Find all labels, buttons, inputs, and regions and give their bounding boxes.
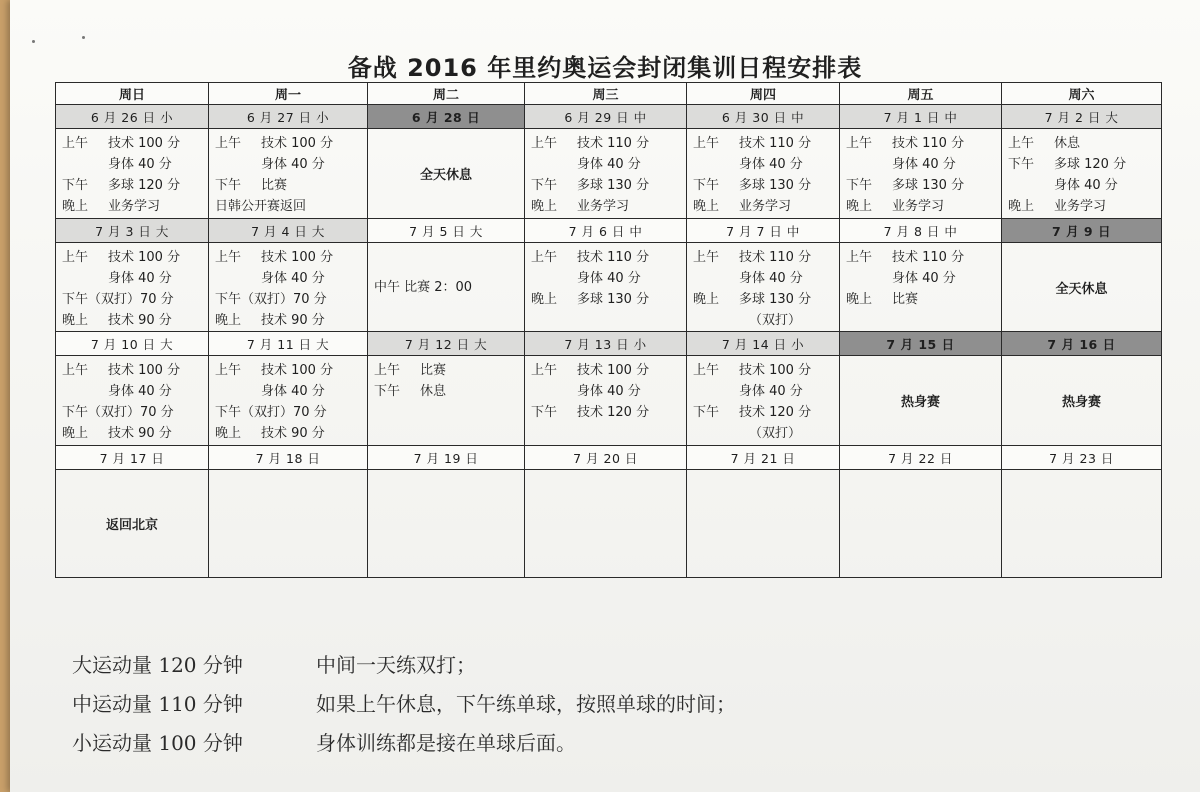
activity: 身体 40 分 xyxy=(739,157,803,172)
date-cell: 7 月 2 日 大 xyxy=(1002,105,1162,129)
period-label: 晚上 xyxy=(215,313,242,328)
activity: 身体 40 分 xyxy=(739,384,803,399)
weekday-sat: 周六 xyxy=(1002,83,1162,105)
date-cell: 7 月 11 日 大 xyxy=(209,332,368,356)
date-cell: 6 月 27 日 小 xyxy=(209,105,368,129)
date-cell: 6 月 26 日 小 xyxy=(56,105,209,129)
date-row-week4 xyxy=(56,446,1162,470)
period-label: 晚上 xyxy=(215,426,242,441)
date-cell: 7 月 3 日 大 xyxy=(56,219,209,243)
period-label: 晚上 xyxy=(846,292,873,307)
period-label: 下午 xyxy=(846,178,873,193)
activity: 休息 xyxy=(420,384,447,399)
weekday-thu: 周四 xyxy=(687,83,840,105)
schedule-cell-empty xyxy=(368,470,525,578)
activity: 技术 100 分 xyxy=(739,363,812,378)
activity: 技术 100 分 xyxy=(108,363,181,378)
activity: 多球 130 分 xyxy=(577,292,650,307)
activity: 多球 130 分 xyxy=(739,292,812,307)
schedule-cell xyxy=(368,356,525,446)
schedule-cell-rest: 全天休息 xyxy=(368,129,525,219)
speck xyxy=(32,40,35,43)
schedule-cell xyxy=(56,129,209,219)
schedule-cell xyxy=(687,243,840,332)
schedule-cell xyxy=(525,243,687,332)
period-label: 晚上 xyxy=(693,199,720,214)
schedule-cell-return: 返回北京 xyxy=(56,470,209,578)
activity: 技术 110 分 xyxy=(739,136,812,151)
period-label: 晚上 xyxy=(531,292,558,307)
date-row-week2 xyxy=(56,219,1162,243)
activity: 技术 90 分 xyxy=(261,426,325,441)
content-row-week4 xyxy=(56,470,1162,578)
activity: 多球 120 分 xyxy=(1054,157,1127,172)
date-cell: 7 月 17 日 xyxy=(56,446,209,470)
activity: 技术 120 分 xyxy=(577,405,650,420)
activity: 技术 90 分 xyxy=(108,426,172,441)
activity: （双打） xyxy=(749,426,802,441)
period-label: 上午 xyxy=(62,363,89,378)
period-label: 下午 xyxy=(215,178,242,193)
activity: 下午（双打）70 分 xyxy=(62,292,174,307)
period-label: 上午 xyxy=(62,136,89,151)
date-cell: 7 月 7 日 中 xyxy=(687,219,840,243)
period-label: 下午 xyxy=(374,384,401,399)
note-level: 中运动量 110 分钟 xyxy=(72,692,243,716)
activity: 技术 110 分 xyxy=(892,250,965,265)
schedule-table xyxy=(55,82,1162,578)
activity: 中午 比赛 2：00 xyxy=(374,279,473,295)
schedule-cell xyxy=(1002,129,1162,219)
schedule-cell xyxy=(209,356,368,446)
schedule-cell xyxy=(56,356,209,446)
note-text: 身体训练都是接在单球后面。 xyxy=(316,731,576,755)
period-label: 上午 xyxy=(846,136,873,151)
weekday-wed: 周三 xyxy=(525,83,687,105)
date-cell-rest: 7 月 9 日 xyxy=(1002,219,1162,243)
schedule-cell xyxy=(840,129,1002,219)
activity: 业务学习 xyxy=(1054,199,1107,214)
activity: 技术 90 分 xyxy=(108,313,172,328)
date-cell-rest: 6 月 28 日 xyxy=(368,105,525,129)
date-cell: 7 月 8 日 中 xyxy=(840,219,1002,243)
page-title: 备战 2016 年里约奥运会封闭集训日程安排表 xyxy=(347,54,863,82)
period-label: 晚上 xyxy=(62,199,89,214)
period-label: 下午 xyxy=(531,178,558,193)
activity: 多球 130 分 xyxy=(892,178,965,193)
activity: 身体 40 分 xyxy=(261,384,325,399)
date-cell: 7 月 21 日 xyxy=(687,446,840,470)
schedule-cell-empty xyxy=(840,470,1002,578)
period-label: 上午 xyxy=(1008,136,1035,151)
period-label: 上午 xyxy=(531,136,558,151)
schedule-cell-warmup: 热身赛 xyxy=(1002,356,1162,446)
activity: 身体 40 分 xyxy=(108,271,172,286)
activity: 技术 110 分 xyxy=(892,136,965,151)
note-level: 小运动量 100 分钟 xyxy=(72,731,243,755)
activity: 技术 100 分 xyxy=(108,250,181,265)
period-label: 上午 xyxy=(215,136,242,151)
activity: 技术 110 分 xyxy=(577,250,650,265)
schedule-cell xyxy=(209,129,368,219)
period-label: 上午 xyxy=(693,136,720,151)
date-cell: 7 月 10 日 大 xyxy=(56,332,209,356)
schedule-cell xyxy=(840,243,1002,332)
period-label: 上午 xyxy=(62,250,89,265)
activity: 技术 100 分 xyxy=(577,363,650,378)
date-cell: 7 月 14 日 小 xyxy=(687,332,840,356)
activity: 下午（双打）70 分 xyxy=(215,292,327,307)
activity: 日韩公开赛返回 xyxy=(215,199,307,214)
activity: 技术 110 分 xyxy=(577,136,650,151)
activity: 技术 100 分 xyxy=(108,136,181,151)
date-cell: 7 月 18 日 xyxy=(209,446,368,470)
activity: 技术 120 分 xyxy=(739,405,812,420)
note-text: 中间一天练双打； xyxy=(316,653,476,677)
content-row-week1 xyxy=(56,129,1162,219)
period-label: 上午 xyxy=(846,250,873,265)
date-cell: 7 月 19 日 xyxy=(368,446,525,470)
note-level: 大运动量 120 分钟 xyxy=(72,653,243,677)
schedule-cell-empty xyxy=(687,470,840,578)
activity: 身体 40 分 xyxy=(577,271,641,286)
period-label: 下午 xyxy=(693,405,720,420)
period-label: 晚上 xyxy=(1008,199,1035,214)
date-cell: 7 月 22 日 xyxy=(840,446,1002,470)
note-line xyxy=(72,685,736,724)
period-label: 下午 xyxy=(1008,157,1035,172)
period-label: 晚上 xyxy=(846,199,873,214)
date-row-week3 xyxy=(56,332,1162,356)
date-cell: 6 月 30 日 中 xyxy=(687,105,840,129)
period-label: 上午 xyxy=(531,363,558,378)
activity: 身体 40 分 xyxy=(108,384,172,399)
activity: 技术 100 分 xyxy=(261,363,334,378)
note-line xyxy=(72,646,736,685)
date-cell-rest: 7 月 16 日 xyxy=(1002,332,1162,356)
schedule-cell-warmup: 热身赛 xyxy=(840,356,1002,446)
date-cell: 7 月 5 日 大 xyxy=(368,219,525,243)
date-cell: 7 月 23 日 xyxy=(1002,446,1162,470)
activity: 下午（双打）70 分 xyxy=(215,405,327,420)
activity: 身体 40 分 xyxy=(577,157,641,172)
schedule-cell-empty xyxy=(525,470,687,578)
content-row-week2 xyxy=(56,243,1162,332)
period-label: 下午 xyxy=(693,178,720,193)
schedule-cell xyxy=(525,356,687,446)
activity: 比赛 xyxy=(261,178,288,193)
period-label: 下午 xyxy=(531,405,558,420)
period-label: 上午 xyxy=(693,250,720,265)
period-label: 晚上 xyxy=(693,292,720,307)
activity: 身体 40 分 xyxy=(261,157,325,172)
period-label: 晚上 xyxy=(531,199,558,214)
activity: 比赛 xyxy=(420,363,447,378)
weekday-tue: 周二 xyxy=(368,83,525,105)
date-cell: 7 月 4 日 大 xyxy=(209,219,368,243)
period-label: 上午 xyxy=(215,250,242,265)
paper-sheet xyxy=(10,0,1200,792)
schedule-cell xyxy=(687,356,840,446)
schedule-cell xyxy=(56,243,209,332)
schedule-cell xyxy=(209,243,368,332)
activity: 休息 xyxy=(1054,136,1081,151)
date-cell-rest: 7 月 15 日 xyxy=(840,332,1002,356)
activity: 技术 90 分 xyxy=(261,313,325,328)
weekday-fri: 周五 xyxy=(840,83,1002,105)
activity: 身体 40 分 xyxy=(577,384,641,399)
date-cell: 7 月 13 日 小 xyxy=(525,332,687,356)
notes-section xyxy=(72,646,736,763)
schedule-cell xyxy=(687,129,840,219)
note-text: 如果上午休息，下午练单球，按照单球的时间； xyxy=(316,692,736,716)
period-label: 上午 xyxy=(215,363,242,378)
activity: 多球 120 分 xyxy=(108,178,181,193)
activity: 身体 40 分 xyxy=(892,157,956,172)
activity: 业务学习 xyxy=(739,199,792,214)
activity: 技术 110 分 xyxy=(739,250,812,265)
weekday-header-row xyxy=(56,83,1162,105)
date-cell: 7 月 6 日 中 xyxy=(525,219,687,243)
activity: 身体 40 分 xyxy=(108,157,172,172)
period-label: 晚上 xyxy=(62,313,89,328)
activity: 身体 40 分 xyxy=(261,271,325,286)
activity: 比赛 xyxy=(892,292,919,307)
schedule-cell xyxy=(525,129,687,219)
date-cell: 7 月 20 日 xyxy=(525,446,687,470)
date-cell: 7 月 12 日 大 xyxy=(368,332,525,356)
activity: 业务学习 xyxy=(892,199,945,214)
activity: 业务学习 xyxy=(108,199,161,214)
speck xyxy=(82,36,85,39)
activity: （双打） xyxy=(749,313,802,328)
activity: 下午（双打）70 分 xyxy=(62,405,174,420)
activity: 多球 130 分 xyxy=(577,178,650,193)
schedule-cell-rest: 全天休息 xyxy=(1002,243,1162,332)
activity: 技术 100 分 xyxy=(261,136,334,151)
date-cell: 6 月 29 日 中 xyxy=(525,105,687,129)
schedule-cell-empty xyxy=(209,470,368,578)
activity: 多球 130 分 xyxy=(739,178,812,193)
activity: 技术 100 分 xyxy=(261,250,334,265)
period-label: 上午 xyxy=(693,363,720,378)
period-label: 下午 xyxy=(62,178,89,193)
activity: 业务学习 xyxy=(577,199,630,214)
schedule-cell-empty xyxy=(1002,470,1162,578)
schedule-cell xyxy=(368,243,525,332)
weekday-mon: 周一 xyxy=(209,83,368,105)
activity: 身体 40 分 xyxy=(1054,178,1118,193)
activity: 身体 40 分 xyxy=(892,271,956,286)
weekday-sun: 周日 xyxy=(56,83,209,105)
activity: 身体 40 分 xyxy=(739,271,803,286)
note-line xyxy=(72,724,736,763)
period-label: 上午 xyxy=(374,363,401,378)
period-label: 上午 xyxy=(531,250,558,265)
date-row-week1 xyxy=(56,105,1162,129)
content-row-week3 xyxy=(56,356,1162,446)
period-label: 晚上 xyxy=(62,426,89,441)
date-cell: 7 月 1 日 中 xyxy=(840,105,1002,129)
